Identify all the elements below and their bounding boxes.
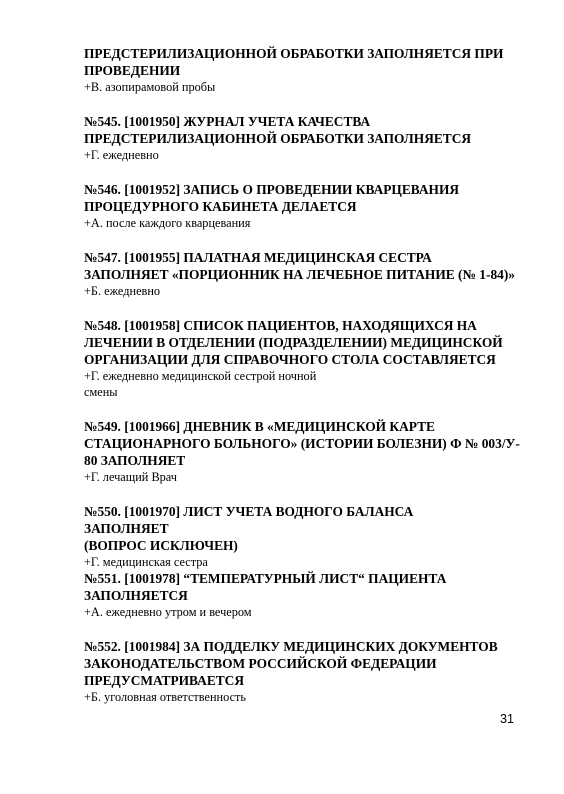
answer-text: +Г. ежедневно медицинской сестрой ночной смены (84, 369, 317, 399)
answer-text: +Г. лечащий Врач (84, 470, 177, 484)
question-text: №546. [1001952] ЗАПИСЬ О ПРОВЕДЕНИИ КВАРЦЕВАНИЯ ПРОЦЕДУРНОГО КАБИНЕТА ДЕЛАЕТСЯ (84, 182, 460, 214)
qa-item (84, 249, 524, 299)
answer-text: +Г. ежедневно (84, 148, 159, 162)
question-text: №545. [1001950] ЖУРНАЛ УЧЕТА КАЧЕСТВА ПРЕДСТЕРИЛИЗАЦИОННОЙ ОБРАБОТКИ ЗАПОЛНЯЕТСЯ (84, 114, 472, 146)
qa-item (84, 45, 524, 95)
qa-item (84, 181, 524, 231)
qa-item (84, 317, 524, 400)
answer-text: +А. ежедневно утром и вечером (84, 605, 252, 619)
qa-item (84, 638, 524, 705)
question-text: №549. [1001966] ДНЕВНИК В «МЕДИЦИНСКОЙ КАРТЕ СТАЦИОНАРНОГО БОЛЬНОГО» (ИСТОРИИ БОЛЕЗНИ) Ф № 003/У- 80 ЗАПОЛНЯЕТ (84, 419, 520, 468)
answer-text: +В. азопирамовой пробы (84, 80, 216, 94)
qa-item (84, 503, 524, 570)
question-text: ПРЕДСТЕРИЛИЗАЦИОННОЙ ОБРАБОТКИ ЗАПОЛНЯЕТСЯ ПРИ ПРОВЕДЕНИИ (84, 46, 504, 78)
answer-text: +Г. медицинская сестра (84, 555, 208, 569)
answer-text: +А. после каждого кварцевания (84, 216, 251, 230)
answer-text: +Б. ежедневно (84, 284, 161, 298)
qa-item (84, 570, 524, 620)
qa-item (84, 113, 524, 163)
question-text: №550. [1001970] ЛИСТ УЧЕТА ВОДНОГО БАЛАНСА ЗАПОЛНЯЕТ (ВОПРОС ИСКЛЮЧЕН) (84, 504, 414, 553)
answer-text: +Б. уголовная ответственность (84, 690, 247, 704)
qa-item (84, 418, 524, 485)
question-text: №552. [1001984] ЗА ПОДДЕЛКУ МЕДИЦИНСКИХ ДОКУМЕНТОВ ЗАКОНОДАТЕЛЬСТВОМ РОССИЙСКОЙ ФЕДЕРАЦИИ ПРЕДУСМАТРИВАЕТСЯ (84, 639, 498, 688)
question-text: №547. [1001955] ПАЛАТНАЯ МЕДИЦИНСКАЯ СЕСТРА ЗАПОЛНЯЕТ «ПОРЦИОННИК НА ЛЕЧЕБНОЕ ПИТАНИЕ (№ 1-84)» (84, 250, 516, 282)
question-text: №548. [1001958] СПИСОК ПАЦИЕНТОВ, НАХОДЯЩИХСЯ НА ЛЕЧЕНИИ В ОТДЕЛЕНИИ (ПОДРАЗДЕЛЕНИИ) МЕДИЦИНСКОЙ ОРГАНИЗАЦИИ ДЛЯ СПРАВОЧНОГО СТОЛА СОСТАВЛЯЕТСЯ (84, 318, 503, 367)
document-body (84, 45, 524, 723)
question-text: №551. [1001978] “ТЕМПЕРАТУРНЫЙ ЛИСТ“ ПАЦИЕНТА ЗАПОЛНЯЕТСЯ (84, 571, 447, 603)
page-number: 31 (500, 712, 514, 726)
